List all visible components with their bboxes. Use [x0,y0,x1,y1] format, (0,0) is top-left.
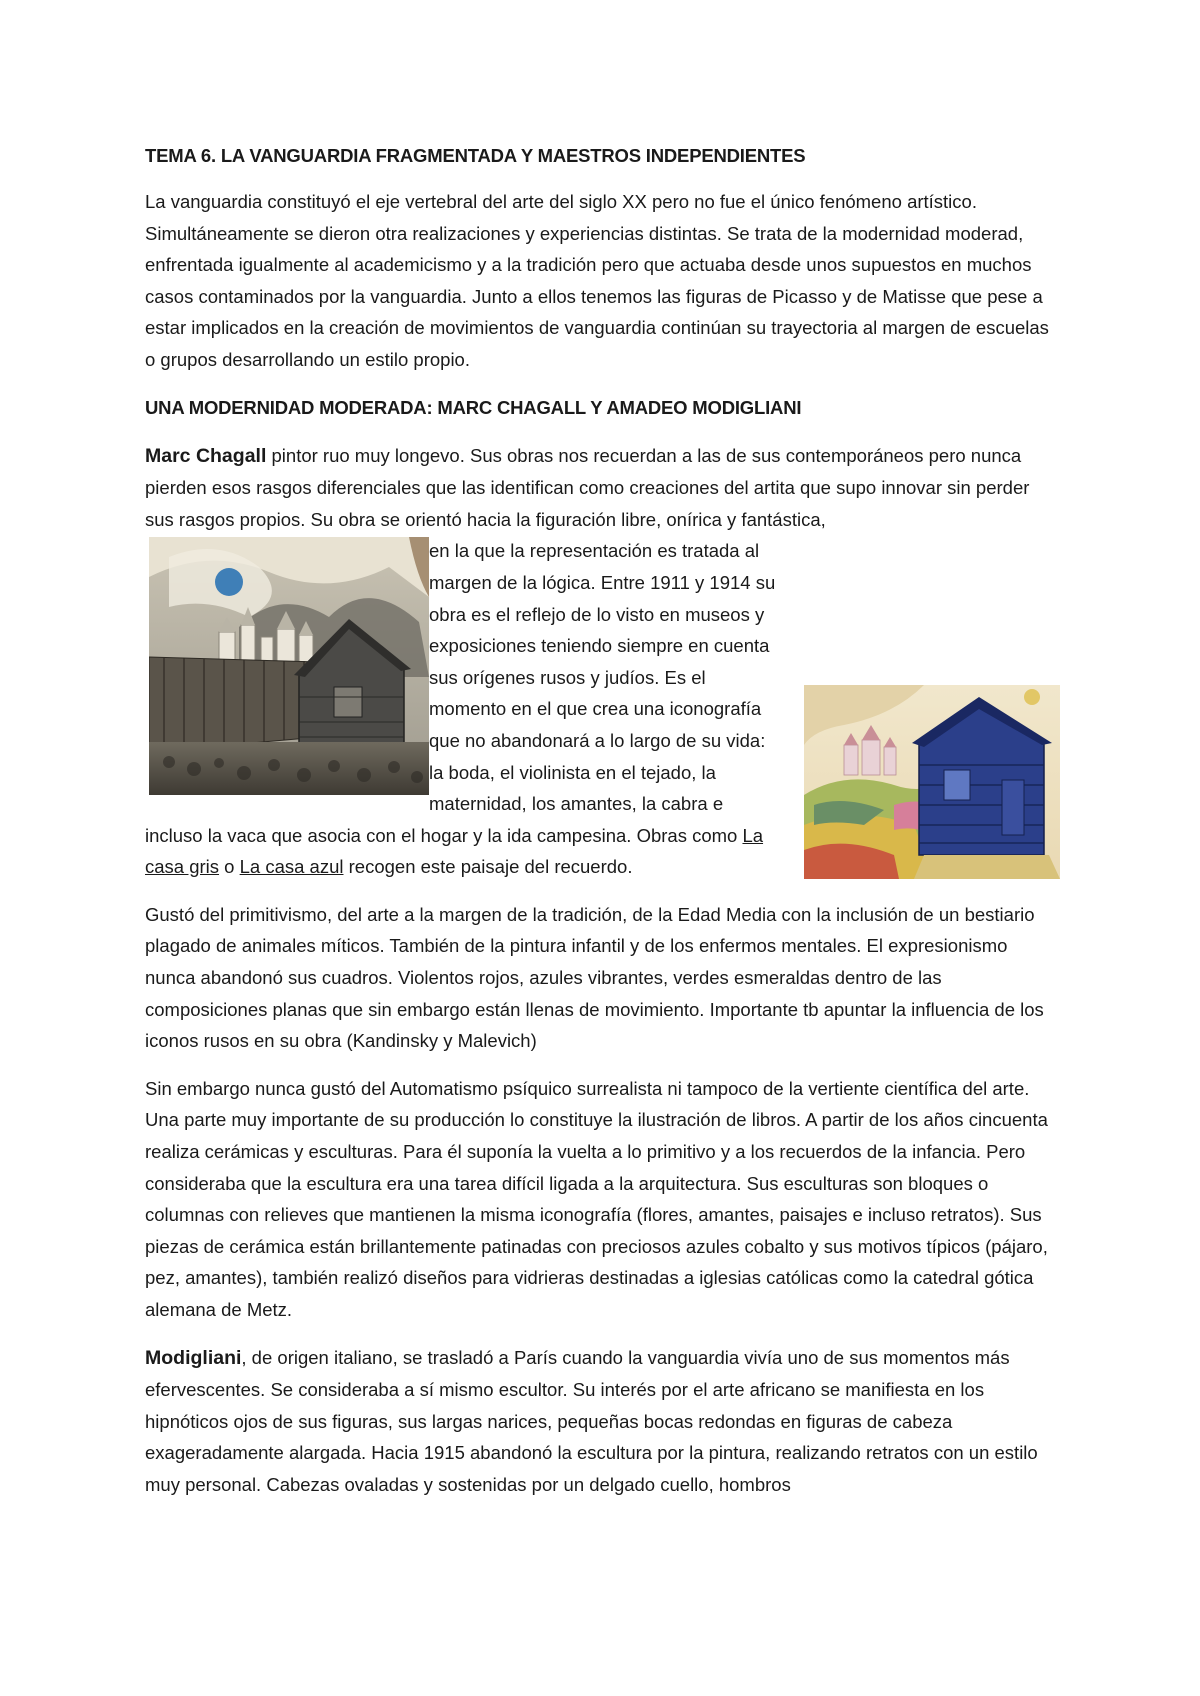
chagall-paragraph-2: Gustó del primitivismo, del arte a la margen de la tradición, de la Edad Media con la inclusión de un bestiario plagado de animales míticos. También de la pintura infantil y de los enfermos mentales. El expresionismo nunca abandonó sus cuadros. Violentos rojos, azules vibrantes, verdes esmeraldas dentro de las composiciones planas que sin embargo están llenas de movimiento. Importante tb apuntar la influencia de los iconos rusos en su obra (Kandinsky y Malevich) [145,903,1044,1052]
link-separator: o [219,856,240,878]
chagall-text-1a: pintor ruo muy longevo. Sus obras nos recuerdan a las de sus contemporáneos pero nunca pierden esos rasgos diferenciales que las identifican como creaciones del artita que supo innovar sin perder sus rasgos propios. Su obra se orientó hacia la figuración libre, onírica y fantástica, [145,444,1030,530]
document-page [145,140,1060,1501]
link-la-casa-gris[interactable]: La casa gris [145,824,764,878]
modigliani-text: , de origen italiano, se trasladó a París cuando la vanguardia vivía uno de sus momentos más efervescentes. Se consideraba a sí mismo escultor. Su interés por el arte africano se manifiesta en los hipnóticos ojos de sus figuras, sus largas narices, pequeñas bocas redondas en figuras de cabeza exageradamente alargada. Hacia 1915 abandonó la escultura por la pintura, realizando retratos con un estilo muy personal. Cabezas ovaladas y sostenidas por un delgado cuello, hombros [145,1346,1038,1495]
grey-house-painting-image [149,537,429,795]
blue-house-painting-image [804,685,1060,879]
document-title: TEMA 6. LA VANGUARDIA FRAGMENTADA Y MAESTROS INDEPENDIENTES [145,145,806,166]
chagall-text-1b: en la que la representación es tratada al margen de la lógica. Entre 1911 y 1914 su obra es el reflejo de lo visto en museos y exposiciones teniendo siempre en cuenta sus orígenes rusos y judíos. Es el momento en el que crea una iconografía que no abandonará a lo largo de su vida: la boda, el violinista en el tejado, la maternidad, los amantes, la cabra e incluso la vaca que asocia con el hogar y la ida campesina. Obras como [145,540,776,846]
intro-paragraph: La vanguardia constituyó el eje vertebral del arte del siglo XX pero no fue el único fenómeno artístico. Simultáneamente se dieron otra realizaciones y experiencias distintas. Se trata de la modernidad moderad, enfrentada igualmente al academicismo y a la tradición pero que actuaba desde unos supuestos en muchos casos contaminados por la vanguardia. Junto a ellos tenemos las figuras de Picasso y de Matisse que pese a estar implicados en la creación de movimientos de vanguardia continúan su trayectoria al margen de escuelas o grupos desarrollando un estilo propio. [145,191,1049,370]
chagall-name: Marc Chagall [145,444,267,467]
section-heading: UNA MODERNIDAD MODERADA: MARC CHAGALL Y AMADEO MODIGLIANI [145,396,802,418]
chagall-text-1-end: recogen este paisaje del recuerdo. [343,856,633,878]
chagall-paragraph-1a [145,440,1060,536]
link-la-casa-azul[interactable]: La casa azul [239,856,344,878]
painting-la-casa-gris [149,537,429,795]
painting-la-casa-azul [804,685,1060,879]
chagall-paragraph-3: Sin embargo nunca gustó del Automatismo psíquico surrealista ni tampoco de la vertiente científica del arte. Una parte muy importante de su producción lo constituye la ilustración de libros. A partir de los años cincuenta realiza cerámicas y esculturas. Para él suponía la vuelta a lo primitivo y a los recuerdos de la infancia. Pero consideraba que la escultura era una tarea difícil ligada a la arquitectura. Sus esculturas son bloques o columnas con relieves que mantienen la misma iconografía (flores, amantes, paisajes e incluso retratos). Sus piezas de cerámica están brillantemente patinadas con preciosos azules cobalto y sus motivos típicos (pájaro, pez, amantes), también realizó diseños para vidrieras destinadas a iglesias católicas como la catedral gótica alemana de Metz. [145,1077,1048,1320]
modigliani-name: Modigliani [145,1346,242,1369]
modigliani-paragraph [145,1342,1060,1501]
